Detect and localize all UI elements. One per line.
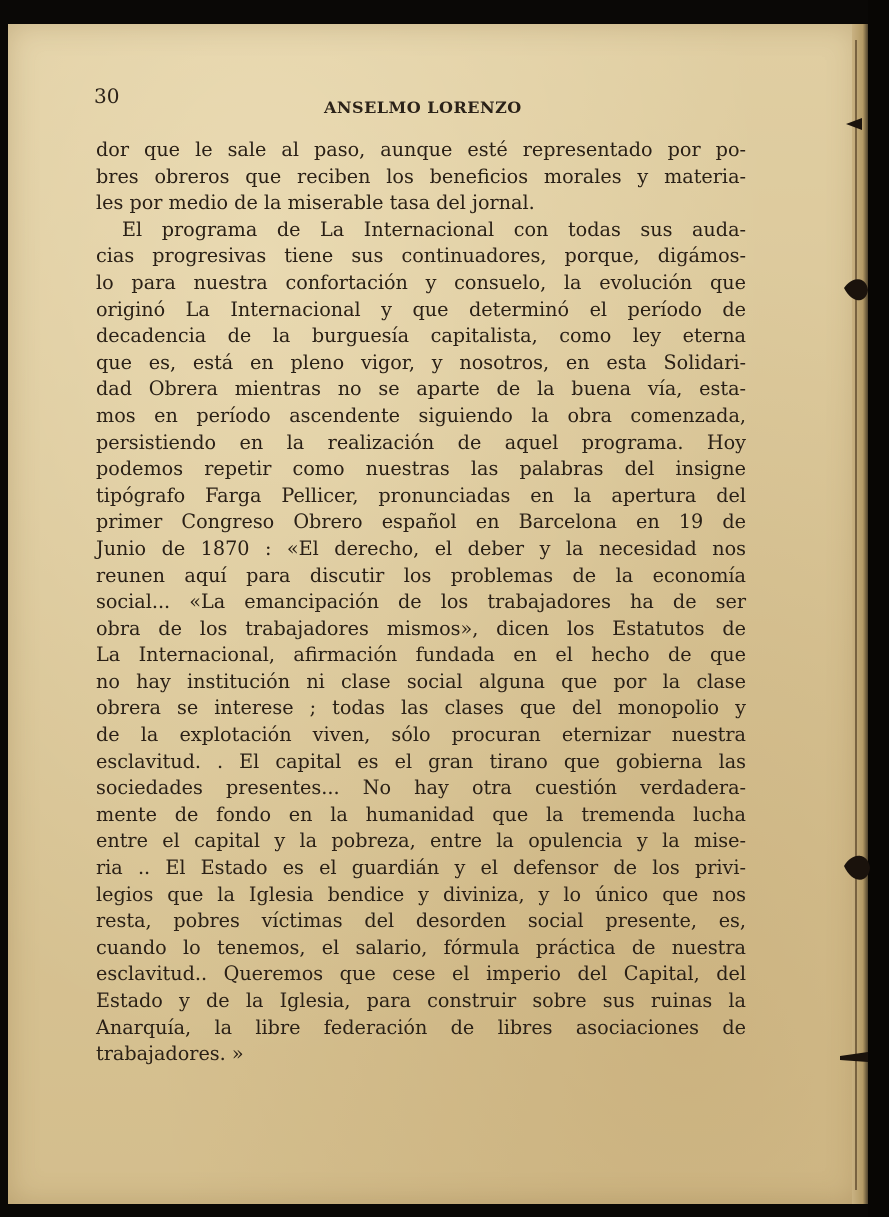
text-line: reunen aquí para discutir los problemas de la economía bbox=[96, 563, 746, 587]
text-line: obrera se interese ; todas las clases que del monopolio y bbox=[96, 696, 746, 720]
running-head: ANSELMO LORENZO bbox=[324, 98, 522, 117]
text-line: de la explotación viven, sólo procuran eternizar nuestra bbox=[96, 723, 746, 747]
text-line: esclavitud.. Queremos que cese el imperio del Capital, del bbox=[96, 962, 746, 986]
text-line: lo para nuestra confortación y consuelo, la evolución que bbox=[96, 270, 746, 294]
binding-fold-line bbox=[855, 40, 857, 1190]
text-line: originó La Internacional y que determinó el período de bbox=[96, 297, 746, 321]
text-line: decadencia de la burguesía capitalista, como ley eterna bbox=[96, 324, 746, 348]
text-line: bres obreros que reciben los beneficios morales y materia- bbox=[96, 164, 746, 188]
text-line: tipógrafo Farga Pellicer, pronunciadas en la apertura del bbox=[96, 483, 746, 507]
text-line: resta, pobres víctimas del desorden social presente, es, bbox=[96, 909, 746, 933]
text-line: persistiendo en la realización de aquel programa. Hoy bbox=[96, 430, 746, 454]
text-line: La Internacional, afirmación fundada en el hecho de que bbox=[96, 643, 746, 667]
scan-background-edge bbox=[868, 0, 889, 1217]
text-line: dor que le sale al paso, aunque esté representado por po- bbox=[96, 138, 746, 161]
text-line: mos en período ascendente siguiendo la obra comenzada, bbox=[96, 403, 746, 427]
text-line: Junio de 1870 : «El derecho, el deber y la necesidad nos bbox=[96, 536, 746, 560]
text-line: Estado y de la Iglesia, para construir sobre sus ruinas la bbox=[96, 989, 746, 1012]
text-line: ria .. El Estado es el guardián y el defensor de los privi- bbox=[96, 856, 746, 880]
text-line: no hay institución ni clase social alguna que por la clase bbox=[96, 669, 746, 693]
text-line: mente de fondo en la humanidad que la tremenda lucha bbox=[96, 802, 746, 826]
text-line: dad Obrera mientras no se aparte de la buena vía, esta- bbox=[96, 377, 746, 401]
text-line: les por medio de la miserable tasa del jornal. bbox=[96, 191, 535, 215]
book-page bbox=[8, 24, 858, 1204]
text-line: El programa de La Internacional con todas sus auda- bbox=[122, 217, 746, 241]
page-number: 30 bbox=[94, 84, 120, 108]
text-line: que es, está en pleno vigor, y nosotros, en esta Solidari- bbox=[96, 350, 746, 374]
text-line: podemos repetir como nuestras las palabras del insigne bbox=[96, 457, 746, 481]
text-line: entre el capital y la pobreza, entre la opulencia y la mise- bbox=[96, 829, 746, 853]
text-line: esclavitud. . El capital es el gran tirano que gobierna las bbox=[96, 749, 746, 773]
page-header bbox=[8, 24, 858, 134]
text-line: legios que la Iglesia bendice y diviniza, y lo único que nos bbox=[96, 882, 746, 906]
body-text bbox=[96, 137, 746, 1068]
text-line: trabajadores. » bbox=[96, 1042, 244, 1066]
text-line: primer Congreso Obrero español en Barcelona en 19 de bbox=[96, 510, 746, 534]
text-line: sociedades presentes... No hay otra cuestión verdadera- bbox=[96, 776, 746, 800]
text-line: cias progresivas tiene sus continuadores, porque, digámos- bbox=[96, 244, 746, 268]
text-line: social... «La emancipación de los trabajadores ha de ser bbox=[96, 590, 746, 614]
text-line: cuando lo tenemos, el salario, fórmula práctica de nuestra bbox=[96, 935, 746, 959]
text-line: Anarquía, la libre federación de libres asociaciones de bbox=[96, 1015, 746, 1039]
text-line: obra de los trabajadores mismos», dicen los Estatutos de bbox=[96, 616, 746, 640]
